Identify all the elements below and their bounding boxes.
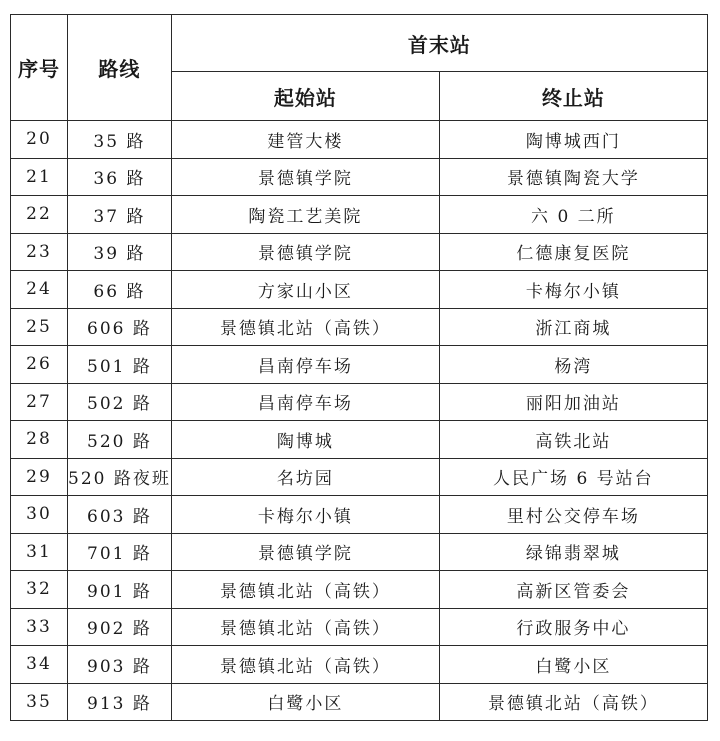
cell-start-station: 景德镇学院 (171, 158, 439, 196)
table-row (11, 683, 708, 721)
cell-route: 520 路夜班 (68, 458, 172, 496)
cell-start-station: 陶瓷工艺美院 (171, 196, 439, 234)
table-row (11, 346, 708, 384)
table-row (11, 233, 708, 271)
header-route: 路线 (68, 15, 172, 121)
cell-route: 39 路 (68, 233, 172, 271)
cell-end-station: 卡梅尔小镇 (439, 271, 707, 309)
table-row (11, 571, 708, 609)
bus-route-table (10, 14, 708, 721)
cell-route: 37 路 (68, 196, 172, 234)
cell-start-station: 景德镇北站（高铁） (171, 608, 439, 646)
table-row (11, 533, 708, 571)
cell-no: 34 (11, 646, 68, 684)
cell-route: 36 路 (68, 158, 172, 196)
cell-end-station: 高新区管委会 (439, 571, 707, 609)
cell-no: 26 (11, 346, 68, 384)
cell-no: 28 (11, 421, 68, 459)
cell-start-station: 白鹭小区 (171, 683, 439, 721)
cell-start-station: 景德镇学院 (171, 233, 439, 271)
cell-route: 901 路 (68, 571, 172, 609)
table-row (11, 308, 708, 346)
cell-start-station: 名坊园 (171, 458, 439, 496)
cell-no: 30 (11, 496, 68, 534)
cell-route: 606 路 (68, 308, 172, 346)
cell-start-station: 陶博城 (171, 421, 439, 459)
cell-end-station: 杨湾 (439, 346, 707, 384)
cell-end-station: 丽阳加油站 (439, 383, 707, 421)
cell-route: 913 路 (68, 683, 172, 721)
cell-no: 32 (11, 571, 68, 609)
table-row (11, 646, 708, 684)
cell-route: 501 路 (68, 346, 172, 384)
table-row (11, 496, 708, 534)
cell-route: 903 路 (68, 646, 172, 684)
cell-route: 701 路 (68, 533, 172, 571)
cell-no: 25 (11, 308, 68, 346)
cell-no: 23 (11, 233, 68, 271)
cell-no: 29 (11, 458, 68, 496)
header-end-station: 终止站 (439, 72, 707, 121)
cell-route: 603 路 (68, 496, 172, 534)
table-row (11, 121, 708, 159)
table-row (11, 271, 708, 309)
header-no: 序号 (11, 15, 68, 121)
cell-route: 520 路 (68, 421, 172, 459)
cell-route: 66 路 (68, 271, 172, 309)
cell-end-station: 六 0 二所 (439, 196, 707, 234)
cell-no: 31 (11, 533, 68, 571)
cell-route: 35 路 (68, 121, 172, 159)
cell-end-station: 仁德康复医院 (439, 233, 707, 271)
cell-no: 20 (11, 121, 68, 159)
table-row (11, 421, 708, 459)
table-row (11, 458, 708, 496)
cell-no: 35 (11, 683, 68, 721)
cell-end-station: 人民广场 6 号站台 (439, 458, 707, 496)
cell-start-station: 景德镇学院 (171, 533, 439, 571)
cell-start-station: 景德镇北站（高铁） (171, 571, 439, 609)
cell-start-station: 昌南停车场 (171, 346, 439, 384)
cell-start-station: 建管大楼 (171, 121, 439, 159)
cell-start-station: 景德镇北站（高铁） (171, 646, 439, 684)
cell-end-station: 浙江商城 (439, 308, 707, 346)
cell-end-station: 行政服务中心 (439, 608, 707, 646)
cell-no: 33 (11, 608, 68, 646)
header-start-station: 起始站 (171, 72, 439, 121)
table-row (11, 383, 708, 421)
cell-end-station: 景德镇陶瓷大学 (439, 158, 707, 196)
cell-route: 902 路 (68, 608, 172, 646)
table-row (11, 608, 708, 646)
table-row (11, 196, 708, 234)
table-row (11, 158, 708, 196)
cell-start-station: 方家山小区 (171, 271, 439, 309)
cell-start-station: 景德镇北站（高铁） (171, 308, 439, 346)
header-terminals: 首末站 (171, 15, 707, 72)
cell-start-station: 昌南停车场 (171, 383, 439, 421)
cell-no: 27 (11, 383, 68, 421)
cell-end-station: 陶博城西门 (439, 121, 707, 159)
cell-no: 24 (11, 271, 68, 309)
cell-end-station: 白鹭小区 (439, 646, 707, 684)
cell-end-station: 高铁北站 (439, 421, 707, 459)
cell-route: 502 路 (68, 383, 172, 421)
cell-end-station: 里村公交停车场 (439, 496, 707, 534)
cell-no: 22 (11, 196, 68, 234)
cell-end-station: 绿锦翡翠城 (439, 533, 707, 571)
cell-no: 21 (11, 158, 68, 196)
table-body (11, 121, 708, 721)
cell-end-station: 景德镇北站（高铁） (439, 683, 707, 721)
table-header (11, 15, 708, 121)
cell-start-station: 卡梅尔小镇 (171, 496, 439, 534)
